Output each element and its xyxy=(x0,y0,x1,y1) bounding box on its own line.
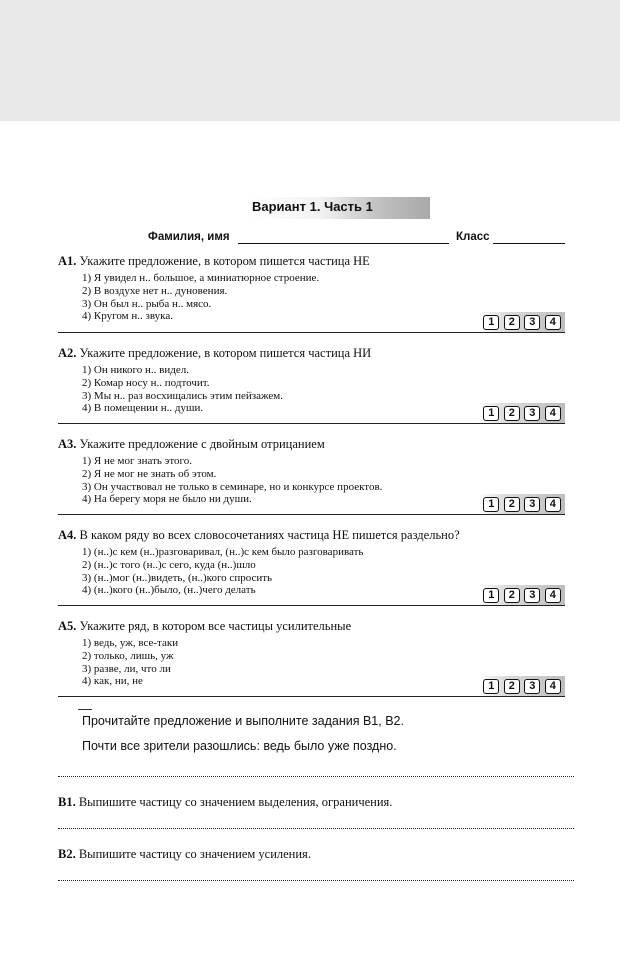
class-field-line[interactable] xyxy=(493,243,565,244)
question-b2: В2. Выпишите частицу со значением усиления. xyxy=(58,847,311,861)
answer-box-4[interactable]: 4 xyxy=(545,406,561,421)
answer-box-4[interactable]: 4 xyxy=(545,497,561,512)
page-title: Вариант 1. Часть 1 xyxy=(252,199,373,214)
answer-box-3[interactable]: 3 xyxy=(524,497,540,512)
part-b-instruction: Прочитайте предложение и выполните задания В1, В2. xyxy=(82,714,404,728)
answer-box-2[interactable]: 2 xyxy=(504,406,520,421)
option-item: 1) (н..)с кем (н..)разговаривал, (н..)с кем было разговаривать xyxy=(82,546,364,558)
option-item: 2) В воздухе нет н.. дуновения. xyxy=(82,284,228,297)
option-item: 3) Мы н.. раз восхищались этим пейзажем. xyxy=(82,389,283,402)
answer-boxes-a4 xyxy=(479,585,565,605)
answer-box-2[interactable]: 2 xyxy=(504,497,520,512)
task-question: A2. Укажите предложение, в котором пишется частица НИ xyxy=(58,346,372,360)
answer-boxes-a5 xyxy=(479,676,565,696)
answer-box-1[interactable]: 1 xyxy=(483,315,499,330)
option-item: 2) (н..)с того (н..)с сего, куда (н..)шло xyxy=(82,558,256,571)
answer-box-4[interactable]: 4 xyxy=(545,588,561,603)
option-item: 2) только, лишь, уж xyxy=(82,649,174,662)
question-b1: В1. Выпишите частицу со значением выделения, ограничения. xyxy=(58,795,393,809)
option-item: 3) разве, ли, что ли xyxy=(82,662,171,675)
name-field-line[interactable] xyxy=(238,243,449,244)
option-item: 3) (н..)мог (н..)видеть, (н..)кого спросить xyxy=(82,571,273,584)
option-item: 1) Я не мог знать этого. xyxy=(82,455,193,467)
answer-box-3[interactable]: 3 xyxy=(524,588,540,603)
task-question: A1. Укажите предложение, в котором пишется частица НЕ xyxy=(58,254,370,268)
section-divider xyxy=(58,332,565,333)
answer-box-1[interactable]: 1 xyxy=(483,588,499,603)
task-question: A3. Укажите предложение с двойным отрицанием xyxy=(58,437,325,451)
option-item: 4) На берегу моря не было ни души. xyxy=(82,493,252,506)
option-item: 1) Я увидел н.. большое, а миниатюрное строение. xyxy=(82,272,320,284)
section-divider xyxy=(58,605,565,606)
answer-line[interactable] xyxy=(58,776,574,777)
answer-box-1[interactable]: 1 xyxy=(483,497,499,512)
answer-line-b1[interactable] xyxy=(58,828,574,829)
section-divider xyxy=(58,514,565,515)
name-label: Фамилия, имя xyxy=(148,231,230,243)
section-divider xyxy=(58,423,565,424)
option-item: 3) Он участвовал не только в семинаре, но и конкурсе проектов. xyxy=(82,480,383,493)
option-item: 2) Я не мог не знать об этом. xyxy=(82,467,217,480)
answer-boxes-a3 xyxy=(479,494,565,514)
answer-box-3[interactable]: 3 xyxy=(524,679,540,694)
answer-box-3[interactable]: 3 xyxy=(524,406,540,421)
instruction-mark xyxy=(78,709,92,710)
section-divider xyxy=(58,696,565,697)
task-question: A4. В каком ряду во всех словосочетаниях частица НЕ пишется раздельно? xyxy=(58,528,460,542)
answer-boxes-a2 xyxy=(479,403,565,423)
option-item: 4) (н..)кого (н..)было, (н..)чего делать xyxy=(82,584,256,597)
answer-line-b2[interactable] xyxy=(58,880,574,881)
answer-box-4[interactable]: 4 xyxy=(545,315,561,330)
part-b-sentence: Почти все зрители разошлись: ведь было уже поздно. xyxy=(82,739,397,753)
answer-box-3[interactable]: 3 xyxy=(524,315,540,330)
option-item: 1) Он никого н.. видел. xyxy=(82,364,189,376)
class-label: Класс xyxy=(456,231,490,243)
option-item: 2) Комар носу н.. подточит. xyxy=(82,376,210,389)
answer-box-2[interactable]: 2 xyxy=(504,679,520,694)
answer-boxes-a1 xyxy=(479,312,565,332)
answer-box-1[interactable]: 1 xyxy=(483,679,499,694)
answer-box-2[interactable]: 2 xyxy=(504,315,520,330)
answer-box-2[interactable]: 2 xyxy=(504,588,520,603)
option-item: 4) как, ни, не xyxy=(82,675,143,688)
option-item: 4) В помещении н.. души. xyxy=(82,402,204,415)
option-item: 4) Кругом н.. звука. xyxy=(82,310,173,323)
option-item: 1) ведь, уж, все-таки xyxy=(82,637,179,649)
answer-box-4[interactable]: 4 xyxy=(545,679,561,694)
answer-box-1[interactable]: 1 xyxy=(483,406,499,421)
top-gray-band xyxy=(0,0,620,121)
task-question: A5. Укажите ряд, в котором все частицы усилительные xyxy=(58,619,352,633)
option-item: 3) Он был н.. рыба н.. мясо. xyxy=(82,297,212,310)
